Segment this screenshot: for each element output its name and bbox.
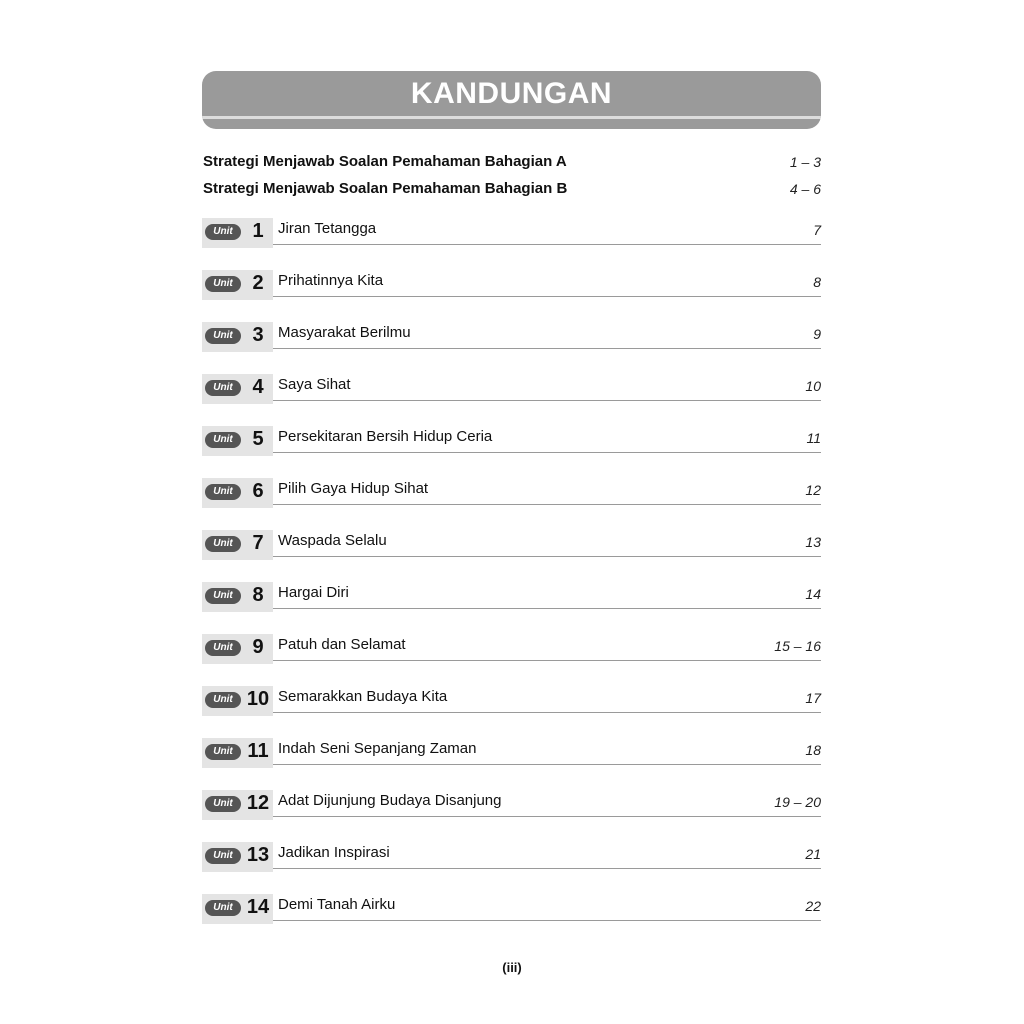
- unit-title: Masyarakat Berilmu: [278, 324, 411, 341]
- unit-entry-8[interactable]: [202, 582, 821, 612]
- unit-entry-14[interactable]: [202, 894, 821, 924]
- unit-badge: Unit: [205, 692, 241, 708]
- unit-entry-3[interactable]: [202, 322, 821, 352]
- unit-entry-6[interactable]: [202, 478, 821, 508]
- unit-pages: 11: [806, 430, 821, 446]
- unit-tab: [202, 530, 273, 560]
- unit-number: 8: [252, 584, 264, 606]
- unit-number: 4: [252, 376, 264, 398]
- unit-entry-9[interactable]: [202, 634, 821, 664]
- unit-pages: 22: [805, 898, 821, 914]
- unit-pages: 19 – 20: [774, 794, 821, 810]
- unit-number: 5: [252, 428, 264, 450]
- page-number: (iii): [502, 960, 522, 975]
- unit-underline: [273, 452, 821, 453]
- unit-tab: [202, 790, 273, 820]
- contents-title-bar: [202, 71, 821, 129]
- unit-title: Demi Tanah Airku: [278, 896, 396, 913]
- unit-underline: [273, 400, 821, 401]
- unit-badge: Unit: [205, 588, 241, 604]
- unit-pages: 15 – 16: [774, 638, 821, 654]
- unit-tab: [202, 270, 273, 300]
- unit-badge: Unit: [205, 900, 241, 916]
- unit-title: Prihatinnya Kita: [278, 272, 384, 289]
- unit-badge: Unit: [205, 640, 241, 656]
- unit-underline: [273, 712, 821, 713]
- page-title: KANDUNGAN: [410, 77, 613, 110]
- strategy-entry-a[interactable]: [203, 153, 821, 177]
- unit-number: 13: [246, 844, 270, 866]
- unit-badge: Unit: [205, 484, 241, 500]
- unit-entry-12[interactable]: [202, 790, 821, 820]
- unit-tab: [202, 634, 273, 664]
- unit-entry-1[interactable]: [202, 218, 821, 248]
- unit-entry-4[interactable]: [202, 374, 821, 404]
- unit-pages: 21: [805, 846, 821, 862]
- unit-pages: 13: [805, 534, 821, 550]
- unit-entry-5[interactable]: [202, 426, 821, 456]
- unit-badge: Unit: [205, 432, 241, 448]
- unit-badge: Unit: [205, 744, 241, 760]
- strategy-label: Strategi Menjawab Soalan Pemahaman Bahagian A: [203, 153, 567, 170]
- unit-title: Jiran Tetangga: [278, 220, 377, 237]
- unit-title: Jadikan Inspirasi: [278, 844, 390, 861]
- unit-badge: Unit: [205, 848, 241, 864]
- unit-badge: Unit: [205, 380, 241, 396]
- unit-underline: [273, 556, 821, 557]
- unit-pages: 9: [813, 326, 821, 342]
- unit-title: Pilih Gaya Hidup Sihat: [278, 480, 429, 497]
- unit-number: 14: [246, 896, 270, 918]
- unit-underline: [273, 816, 821, 817]
- unit-entry-11[interactable]: [202, 738, 821, 768]
- unit-tab: [202, 374, 273, 404]
- unit-number: 6: [252, 480, 264, 502]
- unit-title: Semarakkan Budaya Kita: [278, 688, 448, 705]
- unit-pages: 14: [805, 586, 821, 602]
- strategy-pages: 4 – 6: [789, 181, 821, 197]
- unit-title: Indah Seni Sepanjang Zaman: [278, 740, 477, 757]
- unit-badge: Unit: [205, 796, 241, 812]
- unit-badge: Unit: [205, 328, 241, 344]
- unit-entry-2[interactable]: [202, 270, 821, 300]
- unit-title: Adat Dijunjung Budaya Disanjung: [278, 792, 502, 809]
- title-bar-divider: [202, 116, 821, 119]
- unit-tab: [202, 426, 273, 456]
- unit-number: 7: [252, 532, 264, 554]
- unit-badge: Unit: [205, 224, 241, 240]
- unit-underline: [273, 348, 821, 349]
- unit-underline: [273, 608, 821, 609]
- unit-tab: [202, 218, 273, 248]
- unit-number: 11: [247, 740, 269, 762]
- unit-pages: 17: [805, 690, 821, 706]
- unit-pages: 12: [805, 482, 821, 498]
- unit-number: 2: [252, 272, 264, 294]
- unit-badge: Unit: [205, 536, 241, 552]
- unit-tab: [202, 322, 273, 352]
- unit-number: 10: [246, 688, 270, 710]
- unit-pages: 18: [805, 742, 821, 758]
- unit-underline: [273, 868, 821, 869]
- unit-title: Waspada Selalu: [278, 532, 387, 549]
- unit-pages: 10: [805, 378, 821, 394]
- unit-badge: Unit: [205, 276, 241, 292]
- unit-underline: [273, 504, 821, 505]
- unit-entry-7[interactable]: [202, 530, 821, 560]
- unit-underline: [273, 296, 821, 297]
- unit-tab: [202, 894, 273, 924]
- unit-number: 1: [252, 220, 264, 242]
- unit-title: Saya Sihat: [278, 376, 351, 393]
- unit-title: Hargai Diri: [278, 584, 349, 601]
- unit-tab: [202, 738, 273, 768]
- unit-tab: [202, 582, 273, 612]
- unit-underline: [273, 920, 821, 921]
- unit-tab: [202, 686, 273, 716]
- unit-underline: [273, 244, 821, 245]
- unit-number: 3: [252, 324, 264, 346]
- unit-pages: 8: [813, 274, 821, 290]
- strategy-pages: 1 – 3: [789, 154, 821, 170]
- unit-tab: [202, 478, 273, 508]
- unit-title: Persekitaran Bersih Hidup Ceria: [278, 428, 493, 445]
- unit-pages: 7: [813, 222, 821, 238]
- strategy-label: Strategi Menjawab Soalan Pemahaman Bahagian B: [203, 180, 568, 197]
- strategy-entry-b[interactable]: [203, 180, 821, 204]
- unit-entry-13[interactable]: [202, 842, 821, 872]
- unit-underline: [273, 764, 821, 765]
- unit-tab: [202, 842, 273, 872]
- unit-title: Patuh dan Selamat: [278, 636, 406, 653]
- unit-entry-10[interactable]: [202, 686, 821, 716]
- unit-number: 9: [252, 636, 264, 658]
- unit-number: 12: [246, 792, 270, 814]
- unit-underline: [273, 660, 821, 661]
